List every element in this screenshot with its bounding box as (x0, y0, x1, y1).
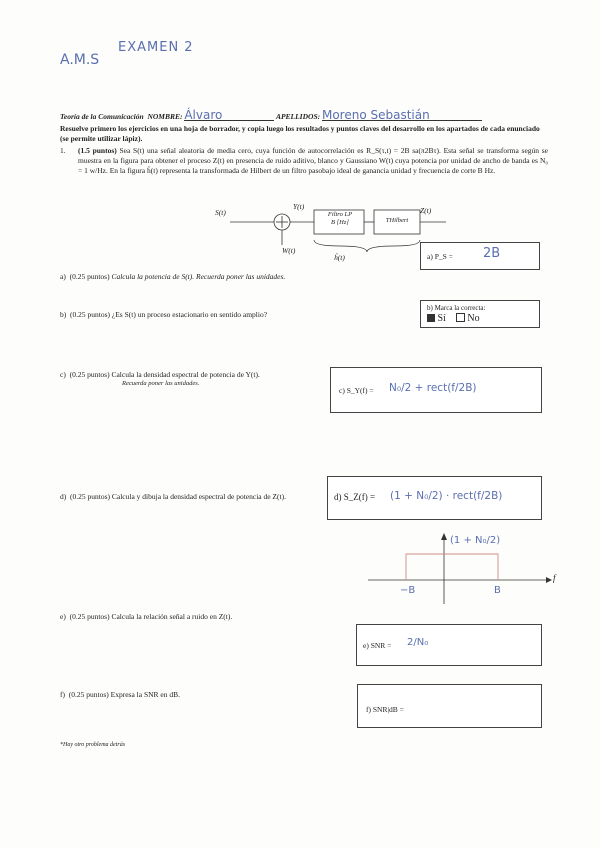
brace (314, 240, 420, 252)
block-diagram (210, 200, 450, 262)
answer-f-label: f) SNR|dB = (366, 705, 404, 714)
answer-d-label: d) S_Z(f) = (334, 492, 376, 502)
answer-e-value: 2/N₀ (407, 637, 429, 648)
filter-line-2: B [Hz] (331, 219, 349, 226)
diagram-filter-label (316, 211, 364, 227)
part-f-question: f) (0.25 puntos) Expresa la SNR en dB. (60, 690, 180, 699)
instructions: Resuelve primero los ejercicios en una hoja de borrador, y copia luego los resultados y puntos claves del desarrollo en los apartados de cada enunciado (se permite utilizar lápiz). (60, 124, 540, 143)
name-label: NOMBRE: (147, 112, 183, 121)
answer-c-label: c) S_Y(f) = (339, 386, 374, 395)
part-c-note: Recuerda poner las unidades. (122, 380, 200, 387)
answer-e-label: e) SNR = (363, 641, 392, 650)
part-a-question: a) (0.25 puntos) Calcula la potencia de S(t). Recuerda poner las unidades. (60, 272, 286, 281)
part-c-question: c) (0.25 puntos) Calcula la densidad espectral de potencia de Y(t). (60, 370, 260, 379)
part-e-question: e) (0.25 puntos) Calcula la relación señal a ruido en Z(t). (60, 612, 233, 621)
answer-box-c[interactable] (330, 367, 542, 413)
sketch-axis-label: f (553, 573, 556, 583)
checkbox-no[interactable] (456, 313, 465, 322)
problem-points: (1.5 puntos) (78, 146, 117, 155)
option-no-label: No (467, 313, 480, 324)
sketch-peak-label: (1 + N₀/2) (450, 535, 501, 546)
answer-a-value: 2B (483, 246, 501, 261)
surname-label: APELLIDOS: (275, 112, 321, 121)
answer-box-a[interactable] (420, 242, 540, 270)
name-line (60, 110, 550, 122)
answer-b-options (427, 313, 480, 324)
exam-title: EXAMEN 2 (118, 40, 194, 55)
diagram-sum-label: Y(t) (293, 202, 305, 211)
problem-number: 1. (60, 146, 66, 155)
surname-value: Moreno Sebastián (322, 110, 482, 121)
filter-line-1: Filtro LP (327, 211, 353, 218)
answer-c-value: N₀/2 + rect(f/2B) (389, 382, 477, 394)
part-d-question: d) (0.25 puntos) Calcula y dibuja la densidad espectral de potencia de Z(t). (60, 492, 286, 501)
answer-a-label: a) P_S = (427, 252, 453, 261)
initials: A.M.S (60, 52, 100, 68)
problem-text: Sea S(t) una señal aleatoria de media cero, cuya función de autocorrelación es R_S(τ,t) = 2B sa(π2Bτ). Esta señal se transforma según se muestra en la figura para obtener el proceso Z(t) en presencia de ruido aditivo, blanco y Gaussiano W(t) cuya potencia por unidad de ancho de banda es N₀ = 1 w/Hz. En la figura ĥ(t) representa la transformada de Hilbert de un filtro pasobajo ideal de ganancia unidad y frecuencia de corte B Hz. (78, 146, 548, 175)
course-label: Teoría de la Comunicación (60, 112, 144, 121)
sketch-neg-b: −B (400, 585, 416, 596)
option-yes-label: Sí (437, 313, 446, 324)
diagram-brace-label: ĥ(t) (334, 253, 345, 262)
answer-d-value: (1 + N₀/2) · rect(f/2B) (390, 490, 503, 502)
name-value: Álvaro (184, 110, 274, 121)
diagram-noise-label: W(t) (282, 246, 296, 255)
diagram-output-label: Z(t) (420, 206, 432, 215)
problem-statement (78, 146, 548, 176)
answer-box-d[interactable] (327, 476, 542, 520)
answer-b-label: b) Marca la correcta: (427, 304, 486, 312)
answer-box-f[interactable] (357, 684, 542, 728)
rect-pulse (406, 554, 498, 580)
answer-box-e[interactable] (356, 624, 542, 666)
answer-box-b[interactable] (420, 300, 540, 328)
diagram-hilbert-label: THilbert (385, 217, 409, 224)
diagram-input-label: S(t) (215, 208, 226, 217)
checkbox-yes[interactable] (427, 314, 435, 322)
sketch-pos-b: B (494, 585, 501, 596)
footer-note: *Hay otro problema detrás (60, 742, 126, 748)
part-b-question: b) (0.25 puntos) ¿Es S(t) un proceso estacionario en sentido amplio? (60, 310, 268, 319)
